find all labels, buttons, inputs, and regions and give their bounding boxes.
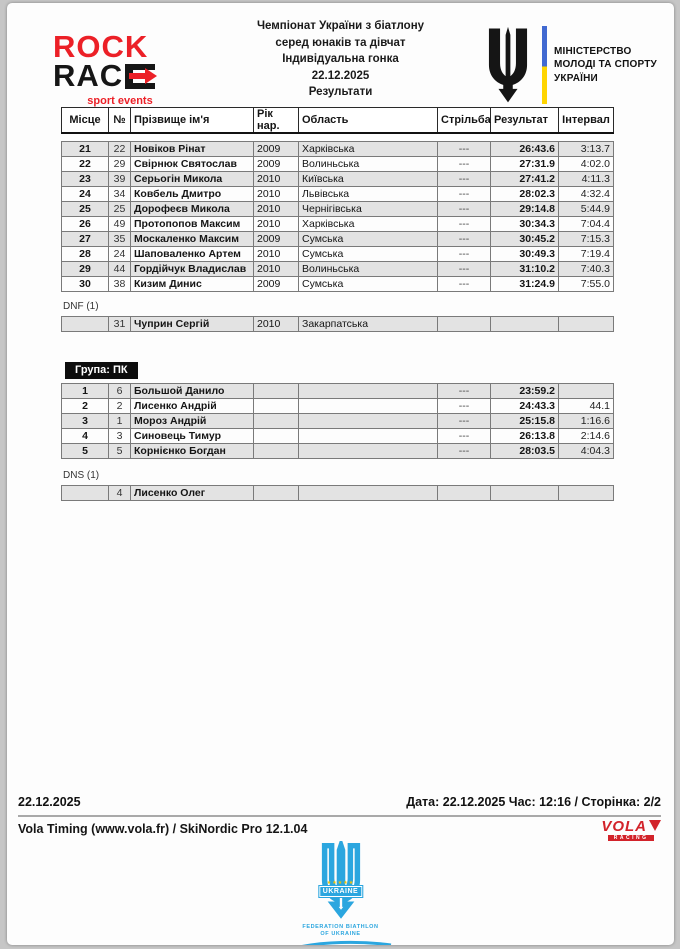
federation-swoosh-icon (289, 940, 393, 945)
logo-e-arrow-icon (125, 64, 155, 89)
dns-row (62, 486, 614, 501)
cell-region: Чернігівська (299, 202, 438, 217)
cell-result: 28:02.3 (491, 187, 559, 202)
cell-region: Волиньська (299, 262, 438, 277)
vola-logo (601, 820, 661, 841)
cell-name: Шаповаленко Артем (131, 247, 254, 262)
logo-tagline: sport events (87, 95, 153, 107)
cell-place: 26 (62, 217, 109, 232)
cell-bib: 4 (109, 486, 131, 501)
cell-shooting: --- (438, 444, 491, 459)
cell-region: Сумська (299, 277, 438, 292)
cell-interval: 4:11.3 (559, 172, 614, 187)
cell-region (299, 399, 438, 414)
cell-bib: 5 (109, 444, 131, 459)
cell-place: 22 (62, 157, 109, 172)
cell-result: 30:45.2 (491, 232, 559, 247)
cell-year (254, 444, 299, 459)
cell-region: Київська (299, 172, 438, 187)
cell-bib: 49 (109, 217, 131, 232)
col-header-place: Місце (62, 108, 109, 134)
cell-result: 26:43.6 (491, 142, 559, 157)
cell-name: Мороз Андрій (131, 414, 254, 429)
federation-stars: ★★★★★ (326, 880, 355, 886)
cell-result: 31:24.9 (491, 277, 559, 292)
dnf-table (61, 316, 614, 332)
cell-place: 4 (62, 429, 109, 444)
cell-interval: 5:44.9 (559, 202, 614, 217)
dnf-label: DNF (1) (63, 301, 99, 312)
cell-result: 30:34.3 (491, 217, 559, 232)
cell-shooting: --- (438, 187, 491, 202)
result-row (62, 142, 614, 157)
cell-region: Волиньська (299, 157, 438, 172)
cell-bib: 29 (109, 157, 131, 172)
cell-year: 2009 (254, 157, 299, 172)
cell-name: Синовець Тимур (131, 429, 254, 444)
col-header-bib: № (109, 108, 131, 134)
title-line-3: Індивідуальна гонка (282, 53, 399, 65)
group-row (62, 399, 614, 414)
cell-bib: 34 (109, 187, 131, 202)
cell-shooting: --- (438, 247, 491, 262)
cell-year: 2010 (254, 172, 299, 187)
ministry-text (554, 45, 660, 86)
cell-result: 27:31.9 (491, 157, 559, 172)
cell-interval (559, 384, 614, 399)
cell-name: Протопопов Максим (131, 217, 254, 232)
trident-icon (481, 25, 535, 105)
page-footer (18, 795, 661, 841)
result-row (62, 247, 614, 262)
cell-bib: 6 (109, 384, 131, 399)
ministry-logo (481, 25, 660, 105)
logo-rock-text: ROCK (53, 29, 149, 64)
cell-year: 2010 (254, 247, 299, 262)
cell-region (299, 486, 438, 501)
cell-bib: 31 (109, 317, 131, 332)
cell-result: 26:13.8 (491, 429, 559, 444)
cell-name: Серьогін Микола (131, 172, 254, 187)
cell-shooting: --- (438, 232, 491, 247)
cell-year: 2009 (254, 142, 299, 157)
cell-year: 2009 (254, 232, 299, 247)
cell-shooting: --- (438, 414, 491, 429)
cell-result: 31:10.2 (491, 262, 559, 277)
cell-interval: 7:15.3 (559, 232, 614, 247)
cell-year (254, 399, 299, 414)
cell-interval: 7:55.0 (559, 277, 614, 292)
result-row (62, 262, 614, 277)
cell-region (299, 414, 438, 429)
title-line-date: 22.12.2025 (311, 69, 370, 82)
cell-interval: 7:04.4 (559, 217, 614, 232)
result-row (62, 172, 614, 187)
cell-place (62, 486, 109, 501)
cell-shooting: --- (438, 172, 491, 187)
arrow-head (145, 68, 157, 84)
cell-place (62, 317, 109, 332)
title-line-results: Результати (308, 86, 373, 98)
vola-racing-bar: RACING (608, 835, 654, 841)
cell-region: Сумська (299, 232, 438, 247)
footer-meta-row (18, 795, 661, 809)
cell-region (299, 444, 438, 459)
cell-year: 2009 (254, 277, 299, 292)
cell-year (254, 486, 299, 501)
cell-bib: 39 (109, 172, 131, 187)
cell-shooting: --- (438, 217, 491, 232)
vola-triangle-icon (649, 820, 661, 831)
group-row (62, 414, 614, 429)
cell-bib: 25 (109, 202, 131, 217)
cell-place: 5 (62, 444, 109, 459)
federation-banner: UKRAINE (319, 886, 362, 897)
result-row (62, 157, 614, 172)
cell-bib: 3 (109, 429, 131, 444)
cell-shooting: --- (438, 142, 491, 157)
result-row (62, 277, 614, 292)
cell-shooting: --- (438, 277, 491, 292)
cell-result: 30:49.3 (491, 247, 559, 262)
result-row (62, 232, 614, 247)
ministry-line-3: УКРАЇНИ (554, 72, 598, 84)
cell-interval: 7:40.3 (559, 262, 614, 277)
cell-bib: 1 (109, 414, 131, 429)
cell-region (299, 384, 438, 399)
cell-region: Львівська (299, 187, 438, 202)
cell-bib: 2 (109, 399, 131, 414)
cell-region: Закарпатська (299, 317, 438, 332)
dns-table (61, 485, 614, 501)
cell-place: 29 (62, 262, 109, 277)
cell-name: Москаленко Максим (131, 232, 254, 247)
cell-interval: 44.1 (559, 399, 614, 414)
footer-page-info: Дата: 22.12.2025 Час: 12:16 / Сторінка: 2/2 (406, 795, 661, 809)
cell-name: Новіков Рінат (131, 142, 254, 157)
ministry-line-1: МІНІСТЕРСТВО (554, 45, 632, 57)
tables-area (61, 107, 613, 501)
cell-year (254, 384, 299, 399)
cell-region (299, 429, 438, 444)
result-row (62, 217, 614, 232)
cell-interval (559, 317, 614, 332)
logo-race-letters: RAC (53, 58, 124, 93)
timing-software-label: Vola Timing (www.vola.fr) / SkiNordic Pro 12.1.04 (18, 822, 308, 836)
cell-place: 23 (62, 172, 109, 187)
cell-name: Кизим Динис (131, 277, 254, 292)
vola-wordmark: VOLA (601, 818, 647, 835)
results-page (7, 3, 674, 945)
cell-result: 29:14.8 (491, 202, 559, 217)
cell-name: Чуприн Сергій (131, 317, 254, 332)
cell-result: 28:03.5 (491, 444, 559, 459)
cell-shooting (438, 317, 491, 332)
cell-bib: 24 (109, 247, 131, 262)
cell-name: Свірнюк Святослав (131, 157, 254, 172)
cell-place: 25 (62, 202, 109, 217)
col-header-name: Прізвище ім'я (131, 108, 254, 134)
cell-place: 1 (62, 384, 109, 399)
col-header-year: Рік нар. (254, 108, 299, 134)
event-title-block (167, 18, 514, 101)
group-row (62, 444, 614, 459)
column-header-row (62, 108, 614, 134)
col-header-region: Область (299, 108, 438, 134)
cell-name: Лисенко Олег (131, 486, 254, 501)
footer-date: 22.12.2025 (18, 795, 81, 809)
cell-place: 2 (62, 399, 109, 414)
results-table (61, 141, 614, 292)
cell-year: 2010 (254, 217, 299, 232)
cell-bib: 38 (109, 277, 131, 292)
cell-name: Корнієнко Богдан (131, 444, 254, 459)
cell-shooting: --- (438, 157, 491, 172)
cell-shooting: --- (438, 202, 491, 217)
cell-place: 24 (62, 187, 109, 202)
cell-shooting: --- (438, 262, 491, 277)
dns-label: DNS (1) (63, 470, 100, 481)
cell-region: Харківська (299, 142, 438, 157)
col-header-interval: Інтервал (559, 108, 614, 134)
cell-name: Большой Данило (131, 384, 254, 399)
cell-place: 27 (62, 232, 109, 247)
footer-divider (18, 815, 661, 817)
cell-year: 2010 (254, 262, 299, 277)
cell-interval: 4:02.0 (559, 157, 614, 172)
cell-name: Ковбель Дмитро (131, 187, 254, 202)
group-row (62, 429, 614, 444)
cell-region: Харківська (299, 217, 438, 232)
cell-year (254, 414, 299, 429)
col-header-result: Результат (491, 108, 559, 134)
cell-year (254, 429, 299, 444)
cell-place: 30 (62, 277, 109, 292)
cell-name: Гордійчук Владислав (131, 262, 254, 277)
cell-shooting (438, 486, 491, 501)
federation-trident-icon (313, 841, 369, 924)
cell-bib: 22 (109, 142, 131, 157)
cell-interval: 4:04.3 (559, 444, 614, 459)
footer-software-row (18, 818, 661, 841)
cell-shooting: --- (438, 429, 491, 444)
cell-interval: 2:14.6 (559, 429, 614, 444)
cell-region: Сумська (299, 247, 438, 262)
cell-place: 3 (62, 414, 109, 429)
cell-interval: 4:32.4 (559, 187, 614, 202)
cell-shooting: --- (438, 399, 491, 414)
cell-interval (559, 486, 614, 501)
group-pk-table (61, 383, 614, 459)
cell-bib: 44 (109, 262, 131, 277)
cell-name: Лисенко Андрій (131, 399, 254, 414)
cell-result (491, 317, 559, 332)
cell-interval: 1:16.6 (559, 414, 614, 429)
cell-interval: 7:19.4 (559, 247, 614, 262)
group-pk-badge: Група: ПК (65, 362, 138, 379)
cell-name: Дорофеєв Микола (131, 202, 254, 217)
group-row (62, 384, 614, 399)
cell-result (491, 486, 559, 501)
cell-year: 2010 (254, 187, 299, 202)
cell-year: 2010 (254, 317, 299, 332)
cell-year: 2010 (254, 202, 299, 217)
cell-shooting: --- (438, 384, 491, 399)
federation-text-line-2: OF UKRAINE (320, 931, 361, 937)
cell-bib: 35 (109, 232, 131, 247)
cell-place: 21 (62, 142, 109, 157)
result-row (62, 202, 614, 217)
cell-result: 24:43.3 (491, 399, 559, 414)
title-line-2: серед юнаків та дівчат (275, 36, 406, 49)
cell-result: 25:15.8 (491, 414, 559, 429)
col-header-shooting: Стрільба (438, 108, 491, 134)
results-header-table (61, 107, 614, 134)
title-line-1: Чемпіонат України з біатлону (256, 20, 425, 32)
ministry-line-2: МОЛОДІ ТА СПОРТУ (554, 59, 657, 71)
cell-result: 23:59.2 (491, 384, 559, 399)
cell-result: 27:41.2 (491, 172, 559, 187)
dnf-row (62, 317, 614, 332)
biathlon-federation-logo (271, 841, 411, 945)
federation-text-line-1: FEDERATION BIATHLON (302, 924, 379, 930)
result-row (62, 187, 614, 202)
cell-place: 28 (62, 247, 109, 262)
flag-bar-icon (542, 26, 547, 104)
cell-interval: 3:13.7 (559, 142, 614, 157)
